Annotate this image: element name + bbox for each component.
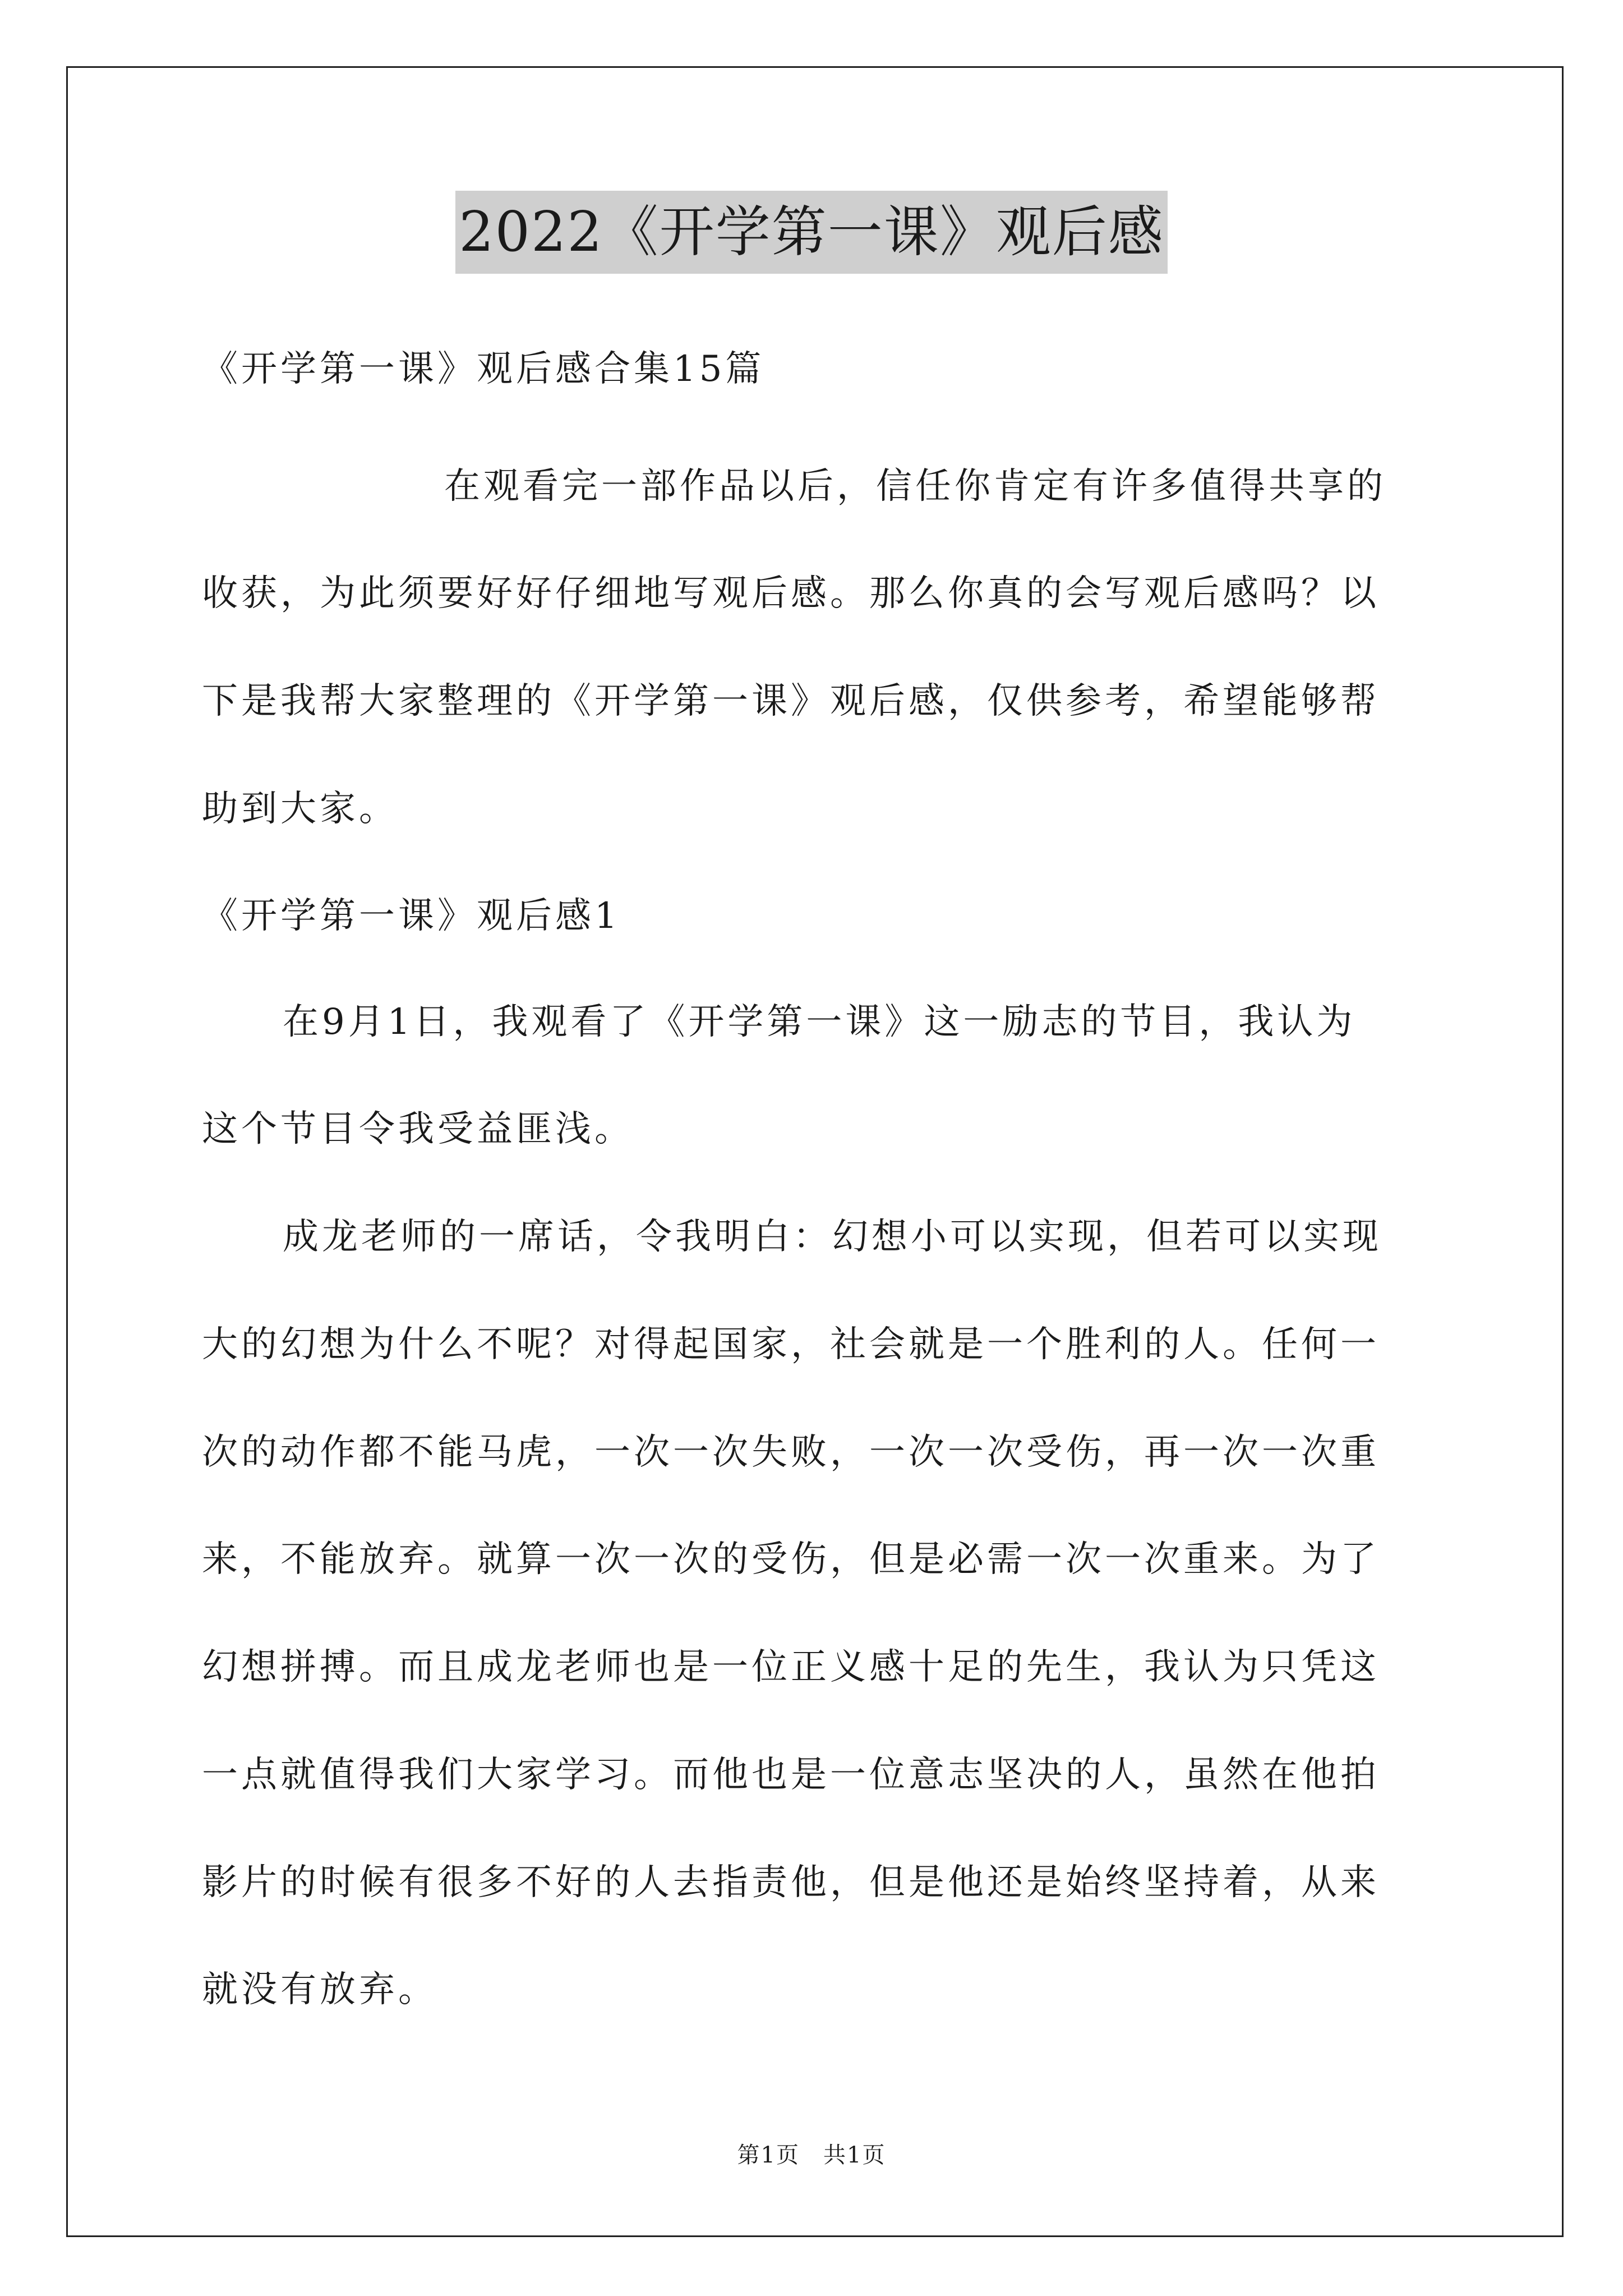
paragraph-line: 就没有放弃。 bbox=[202, 1969, 437, 2010]
paragraph-line: 一点就值得我们大家学习。而他也是一位意志坚决的人，虽然在他拍 bbox=[202, 1754, 1380, 1796]
paragraph-line: 次的动作都不能马虎，一次一次失败，一次一次受伤，再一次一次重 bbox=[202, 1432, 1380, 1473]
page-border bbox=[66, 66, 1564, 2237]
document-subtitle: 《开学第一课》观后感合集15篇 bbox=[202, 348, 765, 390]
intro-line: 助到大家。 bbox=[202, 788, 398, 830]
document-title bbox=[0, 191, 1623, 275]
paragraph-line: 影片的时候有很多不好的人去指责他，但是他还是始终坚持着，从来 bbox=[202, 1862, 1380, 1903]
paragraph-line: 大的幻想为什么不呢？对得起国家，社会就是一个胜利的人。任何一 bbox=[202, 1324, 1380, 1365]
intro-line: 收获，为此须要好好仔细地写观后感。那么你真的会写观后感吗？以 bbox=[202, 573, 1380, 614]
page-footer: 第1页 共1页 bbox=[737, 2142, 886, 2168]
intro-line: 下是我帮大家整理的《开学第一课》观后感，仅供参考，希望能够帮 bbox=[202, 680, 1380, 722]
paragraph-line: 来，不能放弃。就算一次一次的受伤，但是必需一次一次重来。为了 bbox=[202, 1539, 1380, 1580]
document-title-text: 2022《开学第一课》观后感 bbox=[455, 191, 1167, 274]
paragraph-line: 这个节目令我受益匪浅。 bbox=[202, 1108, 634, 1150]
section-heading: 《开学第一课》观后感1 bbox=[202, 895, 621, 937]
paragraph-line: 成龙老师的一席话，令我明白：幻想小可以实现，但若可以实现 bbox=[283, 1216, 1382, 1258]
paragraph-line: 在9月1日，我观看了《开学第一课》这一励志的节目，我认为 bbox=[283, 1001, 1356, 1043]
paragraph-line: 幻想拼搏。而且成龙老师也是一位正义感十足的先生，我认为只凭这 bbox=[202, 1646, 1380, 1688]
intro-line: 在观看完一部作品以后，信任你肯定有许多值得共享的 bbox=[444, 466, 1386, 507]
